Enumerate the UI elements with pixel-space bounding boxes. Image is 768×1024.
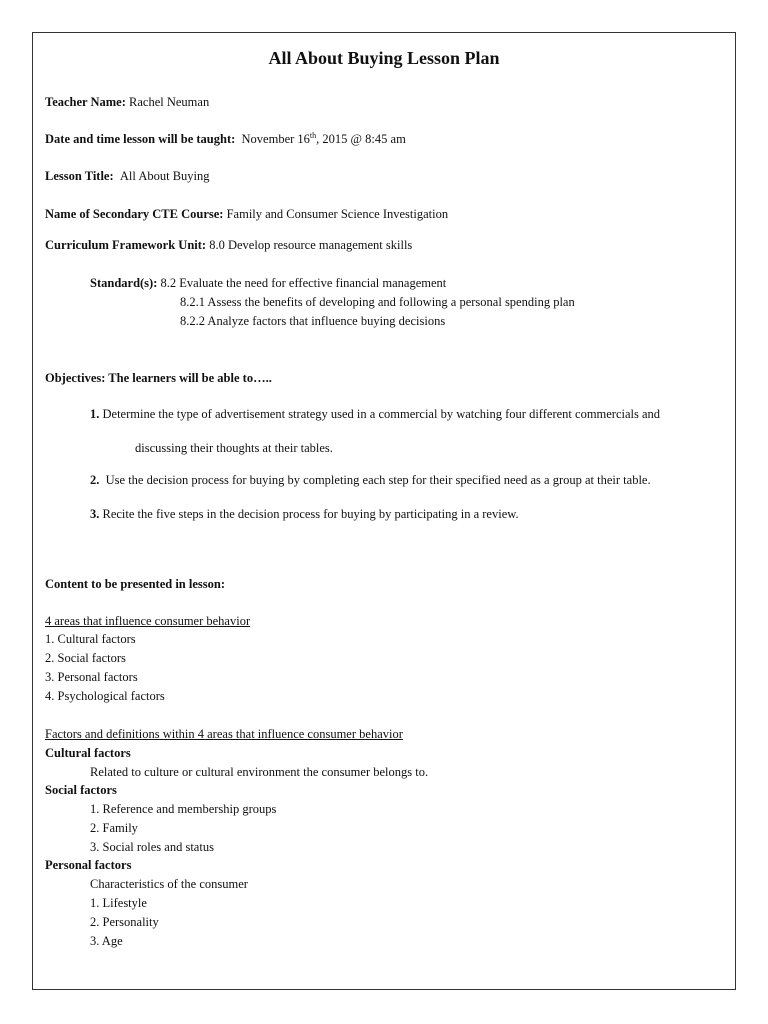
personal-intro: Characteristics of the consumer bbox=[90, 877, 248, 891]
area-item: 4. Psychological factors bbox=[45, 689, 165, 703]
social-heading: Social factors bbox=[45, 783, 117, 797]
standard-item: 8.2.1 Assess the benefits of developing and following a personal spending plan bbox=[180, 295, 575, 309]
areas-heading: 4 areas that influence consumer behavior bbox=[45, 614, 251, 628]
teacher-name-label: Teacher Name: bbox=[45, 95, 126, 109]
area-item: 3. Personal factors bbox=[45, 670, 138, 684]
unit-label: Curriculum Framework Unit: bbox=[45, 238, 207, 252]
lesson-title-label: Lesson Title: bbox=[45, 169, 114, 183]
date-label: Date and time lesson will be taught: bbox=[45, 132, 236, 146]
personal-item: 3. Age bbox=[90, 934, 123, 948]
document-title: All About Buying Lesson Plan bbox=[268, 48, 500, 68]
personal-item: 1. Lifestyle bbox=[90, 896, 147, 910]
definitions-heading: Factors and definitions within 4 areas that influence consumer behavior bbox=[45, 727, 403, 741]
unit-value: 8.0 Develop resource management skills bbox=[209, 238, 413, 252]
objectives-heading: Objectives: The learners will be able to….. bbox=[45, 371, 272, 385]
social-item: 3. Social roles and status bbox=[90, 840, 214, 854]
personal-item: 2. Personality bbox=[90, 915, 159, 929]
lesson-title-row bbox=[45, 168, 210, 184]
course-label: Name of Secondary CTE Course: bbox=[45, 207, 224, 221]
cultural-heading: Cultural factors bbox=[45, 746, 131, 760]
objective-item-continuation: discussing their thoughts at their tables. bbox=[135, 441, 333, 455]
area-item: 1. Cultural factors bbox=[45, 632, 136, 646]
standards-row bbox=[90, 275, 446, 291]
standard-item: 8.2.2 Analyze factors that influence buying decisions bbox=[180, 314, 446, 328]
personal-heading: Personal factors bbox=[45, 858, 132, 872]
lesson-title-value: All About Buying bbox=[119, 169, 210, 183]
cultural-text: Related to culture or cultural environment the consumer belongs to. bbox=[90, 765, 429, 779]
social-item: 2. Family bbox=[90, 821, 138, 835]
objective-item: 2. Use the decision process for buying by completing each step for their specified need as a group at their table. bbox=[90, 473, 651, 487]
course-row bbox=[45, 206, 448, 222]
course-value: Family and Consumer Science Investigation bbox=[226, 207, 449, 221]
date-value: November 16th, 2015 @ 8:45 am bbox=[241, 130, 406, 146]
teacher-name-row bbox=[45, 94, 209, 110]
teacher-name-value: Rachel Neuman bbox=[129, 95, 210, 109]
content-heading: Content to be presented in lesson: bbox=[45, 577, 225, 591]
social-item: 1. Reference and membership groups bbox=[90, 802, 277, 816]
unit-row bbox=[45, 237, 412, 253]
objective-item: 1. Determine the type of advertisement strategy used in a commercial by watching four different commercials and bbox=[90, 407, 661, 421]
standard-item: 8.2 Evaluate the need for effective financial management bbox=[160, 276, 447, 290]
area-item: 2. Social factors bbox=[45, 651, 126, 665]
standards-label: Standard(s): bbox=[90, 276, 158, 290]
objective-item: 3. Recite the five steps in the decision process for buying by participating in a review. bbox=[90, 507, 519, 521]
date-row bbox=[45, 131, 406, 147]
